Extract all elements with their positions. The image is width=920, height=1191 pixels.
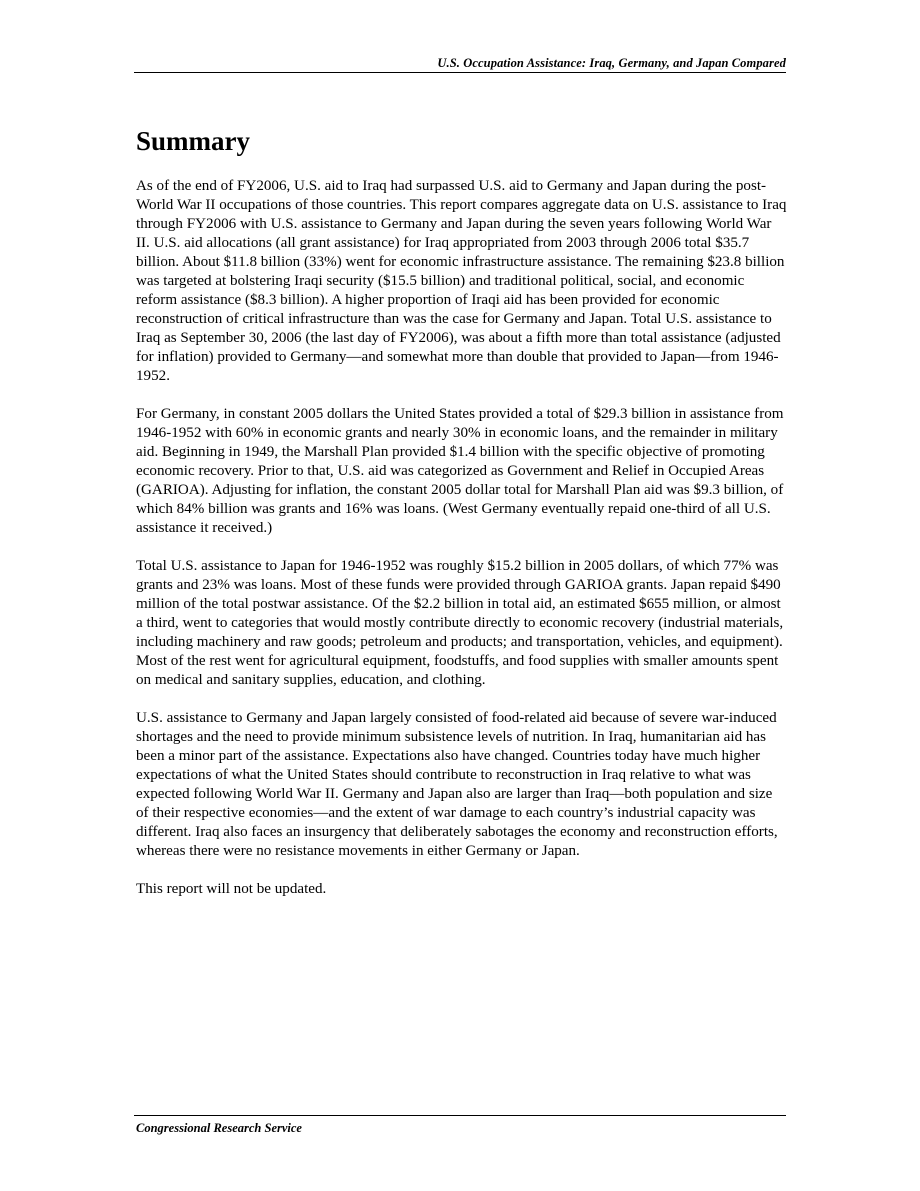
summary-paragraph-update-note: This report will not be updated. <box>136 881 327 897</box>
running-header: U.S. Occupation Assistance: Iraq, Germany, and Japan Compared <box>437 56 786 70</box>
footer-divider <box>134 1115 786 1116</box>
running-footer: Congressional Research Service <box>136 1121 302 1135</box>
summary-paragraph-iraq: As of the end of FY2006, U.S. aid to Iraq had surpassed U.S. aid to Germany and Japan during the post-World War II occupations of those countries. This report compares aggregate data on U.S. assistance to Iraq through FY2006 with U.S. assistance to Germany and Japan during the seven years following World War II. U.S. aid allocations (all grant assistance) for Iraq appropriated from 2003 through 2006 total $35.7 billion. About $11.8 billion (33%) went for economic infrastructure assistance. The remaining $23.8 billion was targeted at bolstering Iraqi security ($15.5 billion) and traditional political, social, and economic reform assistance ($8.3 billion). A higher proportion of Iraqi aid has been provided for economic reconstruction of critical infrastructure than was the case for Germany and Japan. Total U.S. assistance to Iraq as September 30, 2006 (the last day of FY2006), was about a fifth more than total assistance (adjusted for inflation) provided to Germany—and somewhat more than double that provided to Japan—from 1946-1952. <box>136 178 787 384</box>
summary-paragraph-germany: For Germany, in constant 2005 dollars the United States provided a total of $29.3 billion in assistance from 1946-1952 with 60% in economic grants and nearly 30% in economic loans, and the remainder in military aid. Beginning in 1949, the Marshall Plan provided $1.4 billion with the specific objective of promoting economic recovery. Prior to that, U.S. aid was categorized as Government and Relief in Occupied Areas (GARIOA). Adjusting for inflation, the constant 2005 dollar total for Marshall Plan aid was $9.3 billion, of which 84% billion was grants and 16% was loans. (West Germany eventually repaid one-third of all U.S. assistance it received.) <box>136 406 784 536</box>
page-title: Summary <box>136 126 250 156</box>
summary-body <box>136 177 788 918</box>
header-divider <box>134 72 786 73</box>
summary-paragraph-japan: Total U.S. assistance to Japan for 1946-1952 was roughly $15.2 billion in 2005 dollars, of which 77% was grants and 23% was loans. Most of these funds were provided through GARIOA grants. Japan repaid $490 million of the total postwar assistance. Of the $2.2 billion in total aid, an estimated $655 million, or almost a third, went to categories that would mostly contribute directly to economic recovery (industrial materials, including machinery and raw goods; petroleum and products; and transportation, vehicles, and equipment). Most of the rest went for agricultural equipment, foodstuffs, and food supplies with smaller amounts spent on medical and sanitary supplies, education, and clothing. <box>136 558 784 688</box>
summary-paragraph-comparison: U.S. assistance to Germany and Japan largely consisted of food-related aid because of severe war-induced shortages and the need to provide minimum subsistence levels of nutrition. In Iraq, humanitarian aid has been a minor part of the assistance. Expectations also have changed. Countries today have much higher expectations of what the United States should contribute to reconstruction in Iraq relative to what was expected following World War II. Germany and Japan also are larger than Iraq—both population and size of their respective economies—and the extent of war damage to each country’s industrial capacity was different. Iraq also faces an insurgency that deliberately sabotages the economy and reconstruction efforts, whereas there were no resistance movements in either Germany or Japan. <box>136 710 778 859</box>
